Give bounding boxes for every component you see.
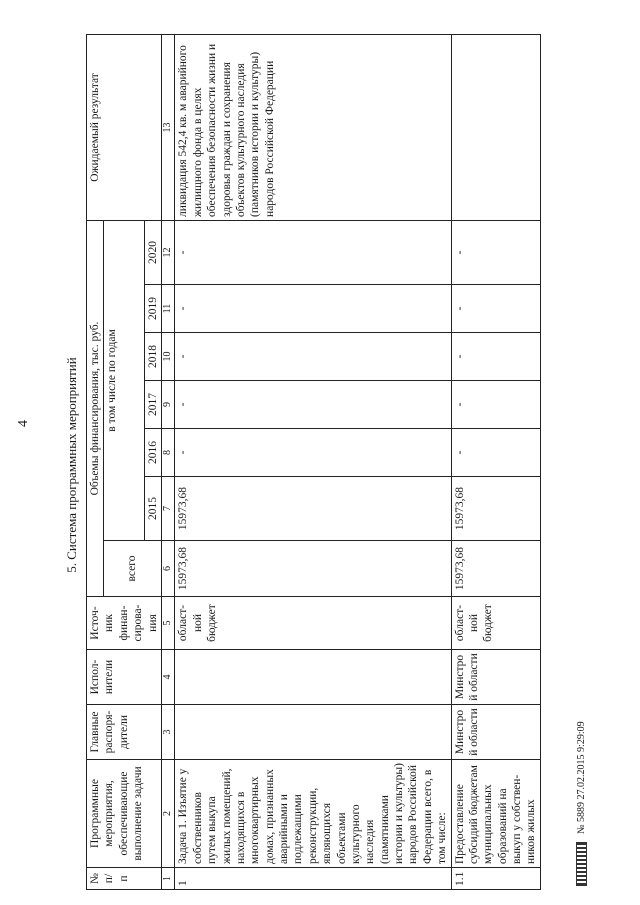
header-year: 2020 <box>144 220 161 284</box>
year-cell: - <box>451 429 540 477</box>
column-number: 6 <box>161 541 175 597</box>
year-cell: - <box>451 220 540 284</box>
column-number: 12 <box>161 220 175 284</box>
year-cell: - <box>451 285 540 333</box>
registration-stamp <box>576 721 587 886</box>
header-activities: Программные мероприятия, обеспечивающие выполнение задачи <box>87 760 162 868</box>
activity-cell: Предоставление субсидий бюджетам муниципальных образований на выкуп у собствен-ников жилых <box>451 760 540 868</box>
column-number: 8 <box>161 429 175 477</box>
result-cell: ликвидация 542,4 кв. м аварийного жилищного фонда в целях обеспечения безопасности жизни и здоровья граждан и сохранения объектов культурного наследия (памятников истории и культуры) народов Российской Федерации <box>175 34 451 220</box>
source-cell: област-ной бюджет <box>175 597 451 650</box>
rotated-page-content <box>64 35 604 890</box>
row-number: 1.1 <box>451 868 540 890</box>
year-cell: - <box>175 381 451 429</box>
header-by-year: в том числе по годам <box>104 220 144 540</box>
activity-cell: Задача 1. Изъятие у собственников путем выкупа жилых помещений, находящихся в многоквартирных домах, признанных аварийными и подлежащими реконструкции, являющихся объектами культурного наследия (памятниками истории и культуры) народов Российской Федерации всего, в том числе: <box>175 760 451 868</box>
header-year: 2017 <box>144 381 161 429</box>
total-cell: 15973,68 <box>451 541 540 597</box>
year-cell: - <box>451 381 540 429</box>
header-funding: Объемы финансирования, тыс. руб. <box>87 220 104 596</box>
header-year: 2015 <box>144 477 161 541</box>
header-year: 2018 <box>144 333 161 381</box>
page-number: 4 <box>16 420 31 427</box>
header-executors: Испол-нители <box>87 650 162 705</box>
row-number: 1 <box>175 868 451 890</box>
header-result: Ожидаемый результат <box>87 34 162 220</box>
header-total: всего <box>104 541 162 597</box>
column-number: 9 <box>161 381 175 429</box>
column-number-row <box>161 34 175 889</box>
column-number: 13 <box>161 34 175 220</box>
barcode-icon <box>576 842 587 886</box>
result-cell <box>451 34 540 220</box>
column-number: 10 <box>161 333 175 381</box>
column-number: 3 <box>161 705 175 760</box>
year-cell: - <box>175 333 451 381</box>
year-cell: 15973,68 <box>175 477 451 541</box>
table-row <box>175 34 451 889</box>
column-number: 7 <box>161 477 175 541</box>
column-number: 5 <box>161 597 175 650</box>
header-num: № п/п <box>87 868 162 890</box>
activities-table <box>86 34 541 890</box>
source-cell: област-ной бюджет <box>451 597 540 650</box>
manager-cell: Минстрой области <box>451 705 540 760</box>
total-cell: 15973,68 <box>175 541 451 597</box>
column-number: 1 <box>161 868 175 890</box>
header-year: 2016 <box>144 429 161 477</box>
year-cell: - <box>175 220 451 284</box>
header-year: 2019 <box>144 285 161 333</box>
header-managers: Главные распоря-дители <box>87 705 162 760</box>
column-number: 4 <box>161 650 175 705</box>
year-cell: - <box>175 429 451 477</box>
executor-cell: Минстрой области <box>451 650 540 705</box>
year-cell: - <box>175 285 451 333</box>
table-row <box>451 34 540 889</box>
year-cell: 15973,68 <box>451 477 540 541</box>
year-cell: - <box>451 333 540 381</box>
header-source: Источ-ник финан-сирова-ния <box>87 597 162 650</box>
manager-cell <box>175 705 451 760</box>
registration-text: № 5889 27.02.2015 9:29:09 <box>576 721 587 834</box>
column-number: 2 <box>161 760 175 868</box>
section-title: 5. Система программных мероприятий <box>64 357 79 573</box>
executor-cell <box>175 650 451 705</box>
column-number: 11 <box>161 285 175 333</box>
